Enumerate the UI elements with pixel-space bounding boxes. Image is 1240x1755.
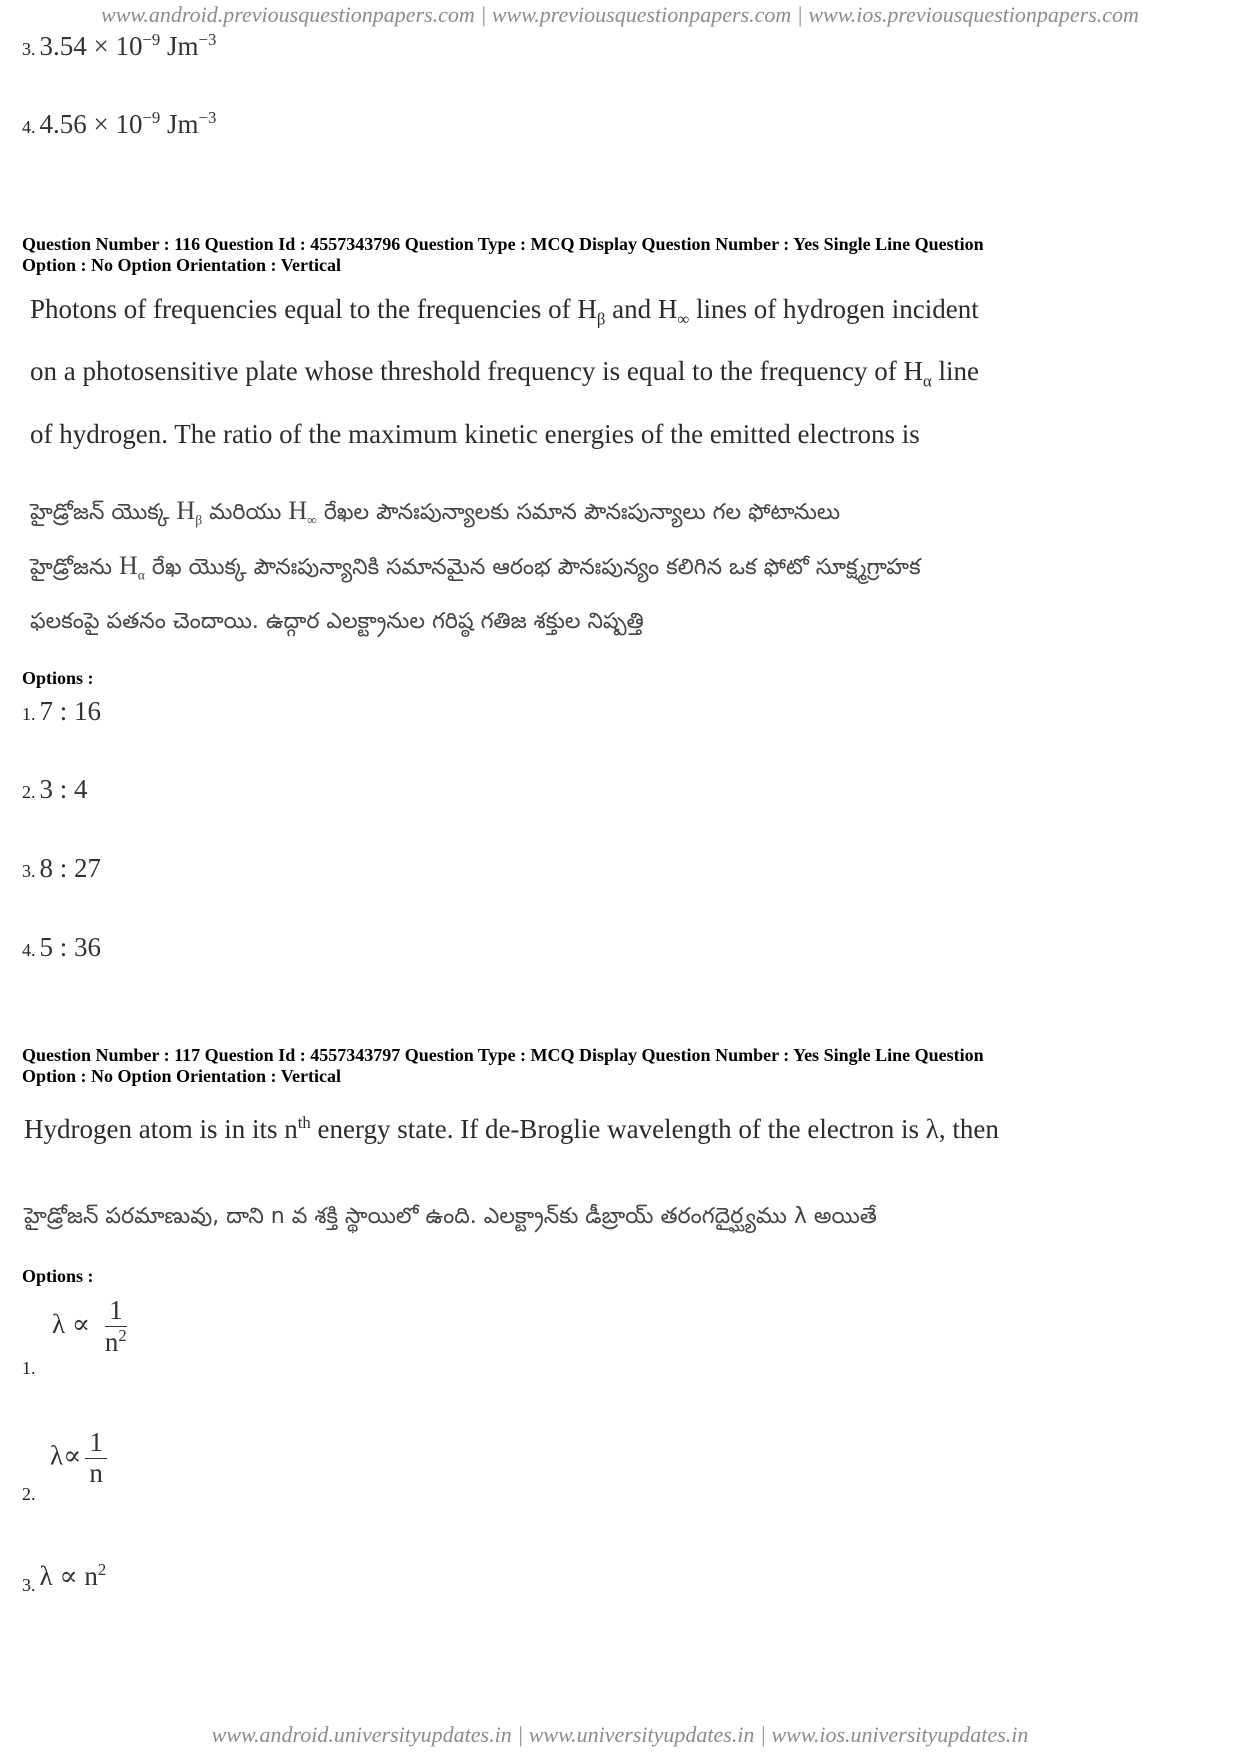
option-number: 3.	[22, 39, 36, 59]
option-text: $3.54 \times 10^{-9}$ $Jm^{-3}$	[39, 30, 217, 61]
prev-option-3	[22, 30, 216, 62]
option-text: 3 : 4	[39, 774, 88, 804]
question-116-option-2	[22, 774, 88, 805]
question-116-te-line-2: హైడ్రోజను $H_\alpha$ రేఖ యొక్క పౌనఃపున్యానికి సమానమైన ఆరంభ పౌనఃపున్యం కలిగిన ఒక ఫోటో సూక్ష్మగ్రాహక	[30, 551, 921, 583]
meta-line-1: Question Number : 116 Question Id : 4557343796 Question Type : MCQ Display Question Number : Yes Single Line Question	[22, 234, 984, 254]
question-116-en-line-1: Photons of frequencies equal to the frequencies of $H_\beta$ and $H_\infty$ lines of hydrogen incident	[30, 294, 979, 329]
option-text: 8 : 27	[39, 853, 102, 883]
option-text: $\lambda \propto n^2$	[39, 1560, 107, 1591]
option-number: 2.	[22, 782, 36, 802]
option-text: $4.56 \times 10^{-9}$ $Jm^{-3}$	[39, 108, 217, 139]
option-text: 7 : 16	[39, 696, 102, 726]
option-number: 1.	[22, 1358, 36, 1378]
question-117-meta	[22, 1045, 1222, 1087]
question-116-option-3	[22, 853, 101, 884]
meta-line-2: Option : No Option Orientation : Vertical	[22, 255, 341, 275]
question-117-english: Hydrogen atom is in its $n^{th}$ energy state. If de-Broglie wavelength of the electron is λ, then	[24, 1113, 999, 1144]
header-watermark: www.android.previousquestionpapers.com | www.previousquestionpapers.com | www.ios.previousquestionpapers.com	[101, 2, 1139, 27]
option-number: 4.	[22, 117, 36, 137]
question-116-english	[30, 283, 979, 460]
option-number: 3.	[22, 1575, 36, 1595]
option-number: 2.	[22, 1484, 36, 1504]
question-117-option-3	[22, 1560, 107, 1595]
meta-line-1: Question Number : 117 Question Id : 4557343797 Question Type : MCQ Display Question Number : Yes Single Line Question	[22, 1045, 984, 1065]
option-text: λ ∝ $\frac{1}{n^2}$	[52, 1295, 127, 1357]
option-number: 3.	[22, 861, 36, 881]
question-116-options-label: Options :	[22, 668, 94, 688]
question-116-option-4	[22, 932, 101, 963]
question-116-te-line-3: ఫలకంపై పతనం చెందాయి. ఉద్గార ఎలక్ట్రానుల గరిష్ఠ గతిజ శక్తుల నిష్పత్తి	[30, 608, 644, 634]
option-number: 1.	[22, 704, 36, 724]
meta-line-2: Option : No Option Orientation : Vertical	[22, 1066, 341, 1086]
question-117-options-label: Options :	[22, 1266, 94, 1286]
question-116-en-line-2: on a photosensitive plate whose threshold frequency is equal to the frequency of $H_\alpha$ line	[30, 356, 980, 391]
question-116-option-1	[22, 696, 101, 727]
footer-watermark: www.android.universityupdates.in | www.universityupdates.in | www.ios.universityupdates.in	[211, 1722, 1029, 1747]
question-116-meta	[22, 234, 1222, 276]
question-116-telugu	[30, 488, 921, 645]
option-text: λ∝ $\frac{1}{n}$	[50, 1428, 107, 1488]
prev-option-4	[22, 108, 216, 140]
question-116-en-line-3: of hydrogen. The ratio of the maximum kinetic energies of the emitted electrons is	[30, 418, 920, 449]
question-116-te-line-1: హైడ్రోజన్ యొక్క $H_\beta$ మరియు $H_\infty$ రేఖల పౌనఃపున్యాలకు సమాన పౌనఃపున్యాలు గల ఫోటానులు	[30, 496, 841, 528]
option-text: 5 : 36	[39, 932, 102, 962]
option-number: 4.	[22, 940, 36, 960]
question-117-telugu: హైడ్రోజన్ పరమాణువు, దాని n వ శక్తి స్థాయిలో ఉంది. ఎలక్ట్రాన్‌కు డీబ్రాయ్ తరంగదైర్ఘ్యము λ అయితే	[24, 1204, 877, 1229]
